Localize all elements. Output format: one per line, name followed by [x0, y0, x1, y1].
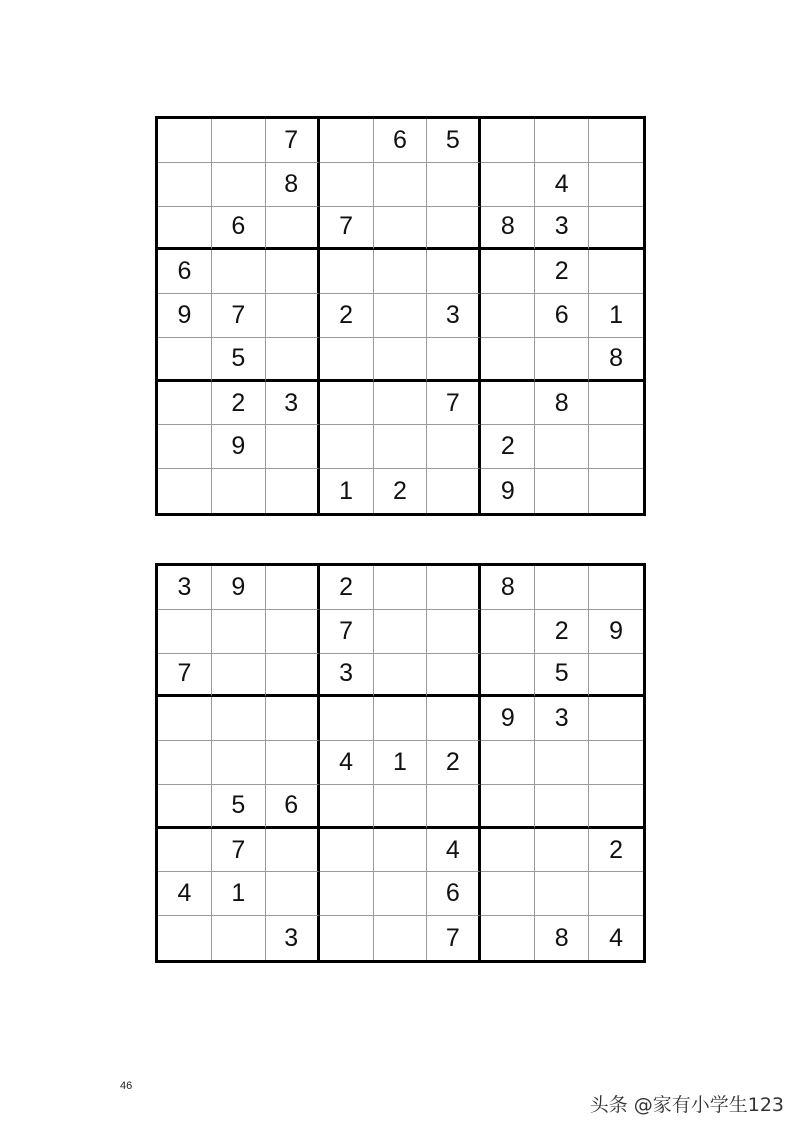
sudoku-cell[interactable] [374, 207, 428, 251]
sudoku-cell[interactable]: 4 [320, 741, 374, 785]
sudoku-cell[interactable] [535, 566, 589, 610]
sudoku-cell[interactable] [320, 916, 374, 960]
sudoku-cell[interactable] [212, 163, 266, 207]
sudoku-cell[interactable]: 8 [589, 338, 643, 382]
sudoku-cell[interactable] [320, 785, 374, 829]
sudoku-cell[interactable]: 6 [535, 294, 589, 338]
sudoku-cell[interactable] [374, 382, 428, 426]
sudoku-cell[interactable]: 9 [212, 566, 266, 610]
sudoku-cell[interactable] [427, 654, 481, 698]
sudoku-cell[interactable]: 3 [158, 566, 212, 610]
sudoku-cell[interactable] [158, 207, 212, 251]
sudoku-cell[interactable] [212, 250, 266, 294]
sudoku-cell[interactable] [481, 163, 535, 207]
sudoku-cell[interactable] [374, 250, 428, 294]
sudoku-cell[interactable] [427, 250, 481, 294]
sudoku-cell[interactable] [535, 741, 589, 785]
sudoku-cell[interactable] [374, 916, 428, 960]
sudoku-cell[interactable] [212, 469, 266, 513]
sudoku-cell[interactable] [320, 250, 374, 294]
sudoku-cell[interactable]: 2 [481, 425, 535, 469]
sudoku-cell[interactable]: 7 [320, 610, 374, 654]
sudoku-cell[interactable] [481, 741, 535, 785]
sudoku-cell[interactable] [535, 872, 589, 916]
sudoku-cell[interactable] [374, 829, 428, 873]
sudoku-grid-1 [155, 116, 646, 516]
sudoku-cell[interactable]: 9 [158, 294, 212, 338]
sudoku-cell[interactable] [427, 785, 481, 829]
sudoku-cell[interactable] [320, 338, 374, 382]
sudoku-cell[interactable] [320, 425, 374, 469]
sudoku-cell[interactable]: 2 [535, 610, 589, 654]
sudoku-cell[interactable] [535, 469, 589, 513]
sudoku-cell[interactable] [481, 382, 535, 426]
sudoku-cell[interactable] [212, 741, 266, 785]
sudoku-cell[interactable] [374, 338, 428, 382]
sudoku-cell[interactable]: 1 [374, 741, 428, 785]
sudoku-cell[interactable] [427, 425, 481, 469]
sudoku-cell[interactable]: 7 [427, 382, 481, 426]
sudoku-cell[interactable]: 2 [320, 566, 374, 610]
sudoku-cell[interactable] [589, 119, 643, 163]
sudoku-cell[interactable] [158, 338, 212, 382]
sudoku-cell[interactable]: 1 [320, 469, 374, 513]
sudoku-cell[interactable]: 4 [535, 163, 589, 207]
sudoku-cell[interactable]: 2 [427, 741, 481, 785]
sudoku-cell[interactable] [481, 829, 535, 873]
sudoku-cell[interactable] [535, 785, 589, 829]
sudoku-cell[interactable] [266, 829, 320, 873]
sudoku-cell[interactable] [374, 425, 428, 469]
sudoku-cell[interactable] [481, 872, 535, 916]
sudoku-cell[interactable]: 5 [212, 785, 266, 829]
sudoku-cell[interactable]: 3 [320, 654, 374, 698]
sudoku-cell[interactable] [212, 916, 266, 960]
sudoku-cell[interactable] [481, 654, 535, 698]
sudoku-cell[interactable]: 7 [427, 916, 481, 960]
sudoku-cell[interactable] [266, 566, 320, 610]
sudoku-cell[interactable] [535, 119, 589, 163]
sudoku-cell[interactable]: 2 [589, 829, 643, 873]
sudoku-cell[interactable] [535, 425, 589, 469]
sudoku-cell[interactable] [266, 469, 320, 513]
sudoku-cell[interactable] [266, 697, 320, 741]
sudoku-cell[interactable]: 8 [535, 382, 589, 426]
sudoku-cell[interactable] [266, 610, 320, 654]
sudoku-cell[interactable] [158, 916, 212, 960]
sudoku-cell[interactable] [374, 566, 428, 610]
sudoku-cell[interactable] [589, 163, 643, 207]
sudoku-cell[interactable]: 6 [158, 250, 212, 294]
sudoku-cell[interactable] [427, 566, 481, 610]
sudoku-cell[interactable] [212, 697, 266, 741]
sudoku-cell[interactable] [266, 654, 320, 698]
sudoku-cell[interactable] [266, 250, 320, 294]
sudoku-cell[interactable] [266, 207, 320, 251]
sudoku-cell[interactable]: 5 [427, 119, 481, 163]
sudoku-cell[interactable] [589, 872, 643, 916]
sudoku-cell[interactable]: 3 [266, 382, 320, 426]
sudoku-cell[interactable] [427, 338, 481, 382]
sudoku-cell[interactable]: 8 [481, 566, 535, 610]
sudoku-cell[interactable] [158, 119, 212, 163]
sudoku-cell[interactable] [589, 785, 643, 829]
sudoku-cell[interactable]: 7 [320, 207, 374, 251]
sudoku-cell[interactable] [158, 697, 212, 741]
sudoku-cell[interactable] [427, 697, 481, 741]
sudoku-cell[interactable]: 7 [158, 654, 212, 698]
sudoku-cell[interactable]: 1 [212, 872, 266, 916]
sudoku-cell[interactable] [212, 654, 266, 698]
sudoku-cell[interactable] [589, 250, 643, 294]
sudoku-cell[interactable] [427, 469, 481, 513]
sudoku-cell[interactable] [535, 338, 589, 382]
sudoku-cell[interactable] [320, 872, 374, 916]
sudoku-cell[interactable]: 9 [212, 425, 266, 469]
sudoku-cell[interactable] [158, 741, 212, 785]
sudoku-cell[interactable]: 5 [212, 338, 266, 382]
sudoku-cell[interactable] [158, 382, 212, 426]
sudoku-cell[interactable] [158, 425, 212, 469]
sudoku-cell[interactable] [158, 163, 212, 207]
sudoku-cell[interactable]: 8 [481, 207, 535, 251]
sudoku-cell[interactable]: 8 [266, 163, 320, 207]
sudoku-cell[interactable]: 6 [266, 785, 320, 829]
sudoku-cell[interactable] [374, 785, 428, 829]
sudoku-cell[interactable]: 6 [212, 207, 266, 251]
sudoku-cell[interactable]: 6 [374, 119, 428, 163]
sudoku-cell[interactable] [374, 654, 428, 698]
sudoku-cell[interactable]: 7 [212, 829, 266, 873]
sudoku-cell[interactable] [374, 697, 428, 741]
sudoku-cell[interactable] [158, 829, 212, 873]
sudoku-cell[interactable] [535, 829, 589, 873]
sudoku-cell[interactable]: 1 [589, 294, 643, 338]
sudoku-cell[interactable] [589, 382, 643, 426]
sudoku-cell[interactable]: 7 [266, 119, 320, 163]
sudoku-cell[interactable]: 3 [535, 207, 589, 251]
sudoku-cell[interactable] [427, 163, 481, 207]
sudoku-cell[interactable] [266, 741, 320, 785]
sudoku-cell[interactable]: 4 [609, 923, 623, 952]
sudoku-cell[interactable] [374, 610, 428, 654]
sudoku-cell[interactable]: 4 [427, 829, 481, 873]
sudoku-cell[interactable]: 6 [427, 872, 481, 916]
sudoku-cell[interactable] [374, 872, 428, 916]
sudoku-cell[interactable] [320, 829, 374, 873]
watermark: 头条 @家有小学生123 [589, 1094, 784, 1116]
sudoku-grid-2 [155, 563, 646, 963]
sudoku-cell[interactable]: 2 [374, 469, 428, 513]
sudoku-cell[interactable] [589, 207, 643, 251]
sudoku-cell[interactable] [481, 338, 535, 382]
sudoku-cell[interactable]: 4 [158, 872, 212, 916]
sudoku-cell[interactable] [374, 294, 428, 338]
sudoku-cell[interactable] [158, 610, 212, 654]
sudoku-cell[interactable] [266, 425, 320, 469]
sudoku-cell[interactable] [266, 294, 320, 338]
sudoku-cell[interactable]: 8 [535, 916, 589, 960]
sudoku-cell[interactable] [589, 566, 643, 610]
sudoku-cell[interactable] [481, 119, 535, 163]
sudoku-cell[interactable] [589, 425, 643, 469]
sudoku-cell[interactable] [481, 250, 535, 294]
sudoku-cell[interactable]: 3 [266, 916, 320, 960]
sudoku-cell[interactable] [589, 697, 643, 741]
sudoku-cell[interactable] [481, 916, 535, 960]
sudoku-cell[interactable] [589, 469, 643, 513]
sudoku-cell[interactable] [427, 207, 481, 251]
sudoku-cell[interactable] [266, 872, 320, 916]
sudoku-cell[interactable] [481, 785, 535, 829]
sudoku-cell[interactable] [320, 119, 374, 163]
sudoku-cell[interactable] [427, 610, 481, 654]
sudoku-cell[interactable] [589, 654, 643, 698]
sudoku-cell[interactable] [320, 697, 374, 741]
sudoku-cell[interactable]: 3 [535, 697, 589, 741]
sudoku-cell[interactable] [320, 163, 374, 207]
sudoku-cell[interactable] [374, 163, 428, 207]
sudoku-cell[interactable]: 2 [212, 382, 266, 426]
sudoku-cell[interactable]: 3 [427, 294, 481, 338]
sudoku-cell[interactable]: 9 [481, 469, 535, 513]
page-number: 46 [120, 1080, 133, 1092]
sudoku-cell[interactable] [158, 785, 212, 829]
sudoku-cell[interactable] [320, 382, 374, 426]
sudoku-cell[interactable]: 2 [535, 250, 589, 294]
sudoku-cell[interactable] [158, 469, 212, 513]
sudoku-cell[interactable] [212, 610, 266, 654]
sudoku-cell[interactable] [589, 741, 643, 785]
sudoku-cell[interactable]: 9 [481, 697, 535, 741]
sudoku-cell[interactable]: 7 [212, 294, 266, 338]
sudoku-cell[interactable] [266, 338, 320, 382]
sudoku-cell[interactable] [212, 119, 266, 163]
sudoku-cell[interactable] [481, 294, 535, 338]
sudoku-cell[interactable] [481, 610, 535, 654]
sudoku-cell[interactable]: 9 [589, 610, 643, 654]
sudoku-cell[interactable]: 5 [535, 654, 589, 698]
sudoku-cell[interactable]: 2 [320, 294, 374, 338]
